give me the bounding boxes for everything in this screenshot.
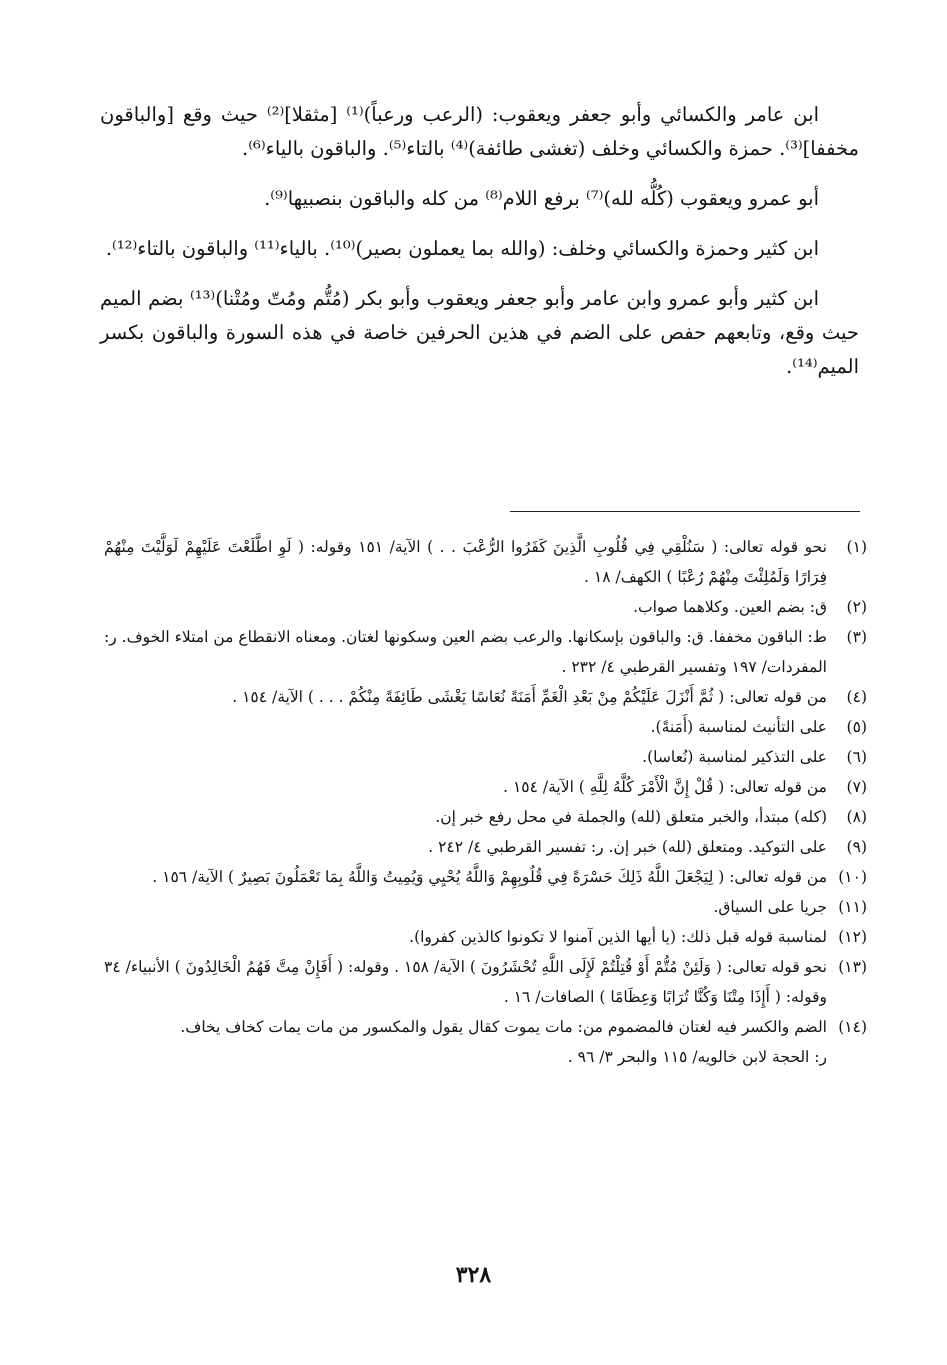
footnote-number: (٨) [846,808,867,826]
footnote-number: (١٤) [838,1018,867,1036]
main-paragraph: أبو عمرو ويعقوب (كُلُّه لله)⁽⁷⁾ برفع اللام⁽⁸⁾ من كله والباقون بنصبيها⁽⁹⁾. [264,187,819,210]
footnote-divider [510,511,860,512]
footnote-text: على التوكيد. ومتعلق (لله) خبر إن. ر: تفسير القرطبي ٤/ ٢٤٢ . [428,838,827,856]
main-paragraph: ابن كثير وأبو عمرو وابن عامر وأبو جعفر ويعقوب وأبو بكر (مُتُّم ومُتّ ومُتْنا)⁽¹³⁾ بضم الميم حيث وقع، وتابعهم حفص على الضم في هذين الحرفين خاصة في هذه السورة والباقون بكسر الميم⁽¹⁴⁾. [100,287,859,378]
footnote-number: (٧) [846,778,867,796]
footnote [104,952,867,1012]
footnote-text: على التذكير لمناسبة (نُعاسا). [642,748,827,766]
footnote-number: (١١) [838,898,867,916]
footnote [104,592,867,622]
footnote-text: ط: الباقون مخففا. ق: والباقون بإسكانها. والرعب بضم العين وسكونها لغتان. ومعناه الانقطاع من امتلاء الخوف. ر: المفردات/ ١٩٧ وتفسير القرطبي ٤/ ٢٣٢ . [104,628,827,676]
footnote-number: (٩) [846,838,867,856]
footnote [104,712,867,742]
footnote-number: (١٣) [838,958,867,976]
footnote-number: (١٢) [838,928,867,946]
footnote-text: على التأنيث لمناسبة (أَمَنةً). [650,718,827,736]
footnotes [104,532,867,1072]
footnote-text: من قوله تعالى: ( لِيَجْعَلَ اللَّهُ ذَلِكَ حَسْرَةً فِي قُلُوبِهِمْ وَاللَّهُ يُحْيِي وَيُمِيتُ وَاللَّهُ بِمَا تَعْمَلُونَ بَصِيرٌ ) الآية/ ١٥٦ . [152,868,827,886]
footnote-text: جريا على السياق. [713,898,827,916]
footnote [104,772,867,802]
footnote [104,742,867,772]
main-paragraph: ابن عامر والكسائي وأبو جعفر ويعقوب: (الرعب ورعباً)⁽¹⁾ [مثقلا]⁽²⁾ حيث وقع [والباقون مخففا]⁽³⁾. حمزة والكسائي وخلف (تغشى طائفة)⁽⁴⁾ بالتاء⁽⁵⁾. والباقون بالياء⁽⁶⁾. [100,103,859,160]
footnote [104,622,867,682]
footnote-text: لمناسبة قوله قبل ذلك: (يا أيها الذين آمنوا لا تكونوا كالذين كفروا). [409,928,827,946]
footnote-number: (٦) [846,748,867,766]
main-text [100,98,859,400]
footnote [104,1012,867,1042]
footnote [104,532,867,592]
footnote-text: ق: بضم العين. وكلاهما صواب. [633,598,827,616]
footnote-number: (١) [846,538,867,556]
footnote-text: من قوله تعالى: ( قُلْ إِنَّ الْأَمْرَ كُلَّهُ لِلَّهِ ) الآية/ ١٥٤ . [503,778,827,796]
footnote-number: (١٠) [838,868,867,886]
footnote-reference: ر: الحجة لابن خالويه/ ١١٥ والبحر ٣/ ٩٦ . [567,1048,827,1066]
main-paragraph: ابن كثير وحمزة والكسائي وخلف: (والله بما يعملون بصير)⁽¹⁰⁾. بالياء⁽¹¹⁾ والباقون بالتاء⁽¹²⁾. [105,237,819,260]
page-number: ٣٢٨ [455,1262,492,1288]
footnote-number: (٤) [846,688,867,706]
footnote [104,862,867,892]
footnote [104,922,867,952]
footnote-text: (كله) مبتدأ، والخبر متعلق (لله) والجملة في محل رفع خبر إن. [435,808,827,826]
footnote-text: نحو قوله تعالى: ( وَلَئِنْ مُتُّمْ أَوْ قُتِلْتُمْ لَإِلَى اللَّهِ تُحْشَرُونَ ) الآية/ ١٥٨ . وقوله: ( أَفَإِنْ مِتَّ فَهُمُ الْخَالِدُونَ ) الأنبياء/ ٣٤ وقوله: ( أَإِذَا مِتْنَا وَكُنَّا تُرَابًا وَعِظَامًا ) الصافات/ ١٦ . [104,958,827,1006]
footnote-number: (٢) [846,598,867,616]
footnote [104,892,867,922]
footnote-number: (٣) [846,628,867,646]
footnote-number: (٥) [846,718,867,736]
footnote [104,802,867,832]
footnote [104,682,867,712]
footnote-text: الضم والكسر فيه لغتان فالمضموم من: مات يموت كقال يقول والمكسور من مات يمات كخاف يخاف. [180,1018,827,1036]
footnote-text: من قوله تعالى: ( ثُمَّ أَنْزَلَ عَلَيْكُمْ مِنْ بَعْدِ الْغَمِّ أَمَنَةً نُعَاسًا يَغْشَى طَائِفَةً مِنْكُمْ . . . ) الآية/ ١٥٤ . [232,688,827,706]
footnote-text: نحو قوله تعالى: ( سَنُلْقِي فِي قُلُوبِ الَّذِينَ كَفَرُوا الرُّعْبَ . . ) الآية/ ١٥١ وقوله: ( لَوِ اطَّلَعْتَ عَلَيْهِمْ لَوَلَّيْتَ مِنْهُمْ فِرَارًا وَلَمُلِئْتَ مِنْهُمْ رُعْبًا ) الكهف/ ١٨ . [104,538,827,586]
footnote [104,832,867,862]
